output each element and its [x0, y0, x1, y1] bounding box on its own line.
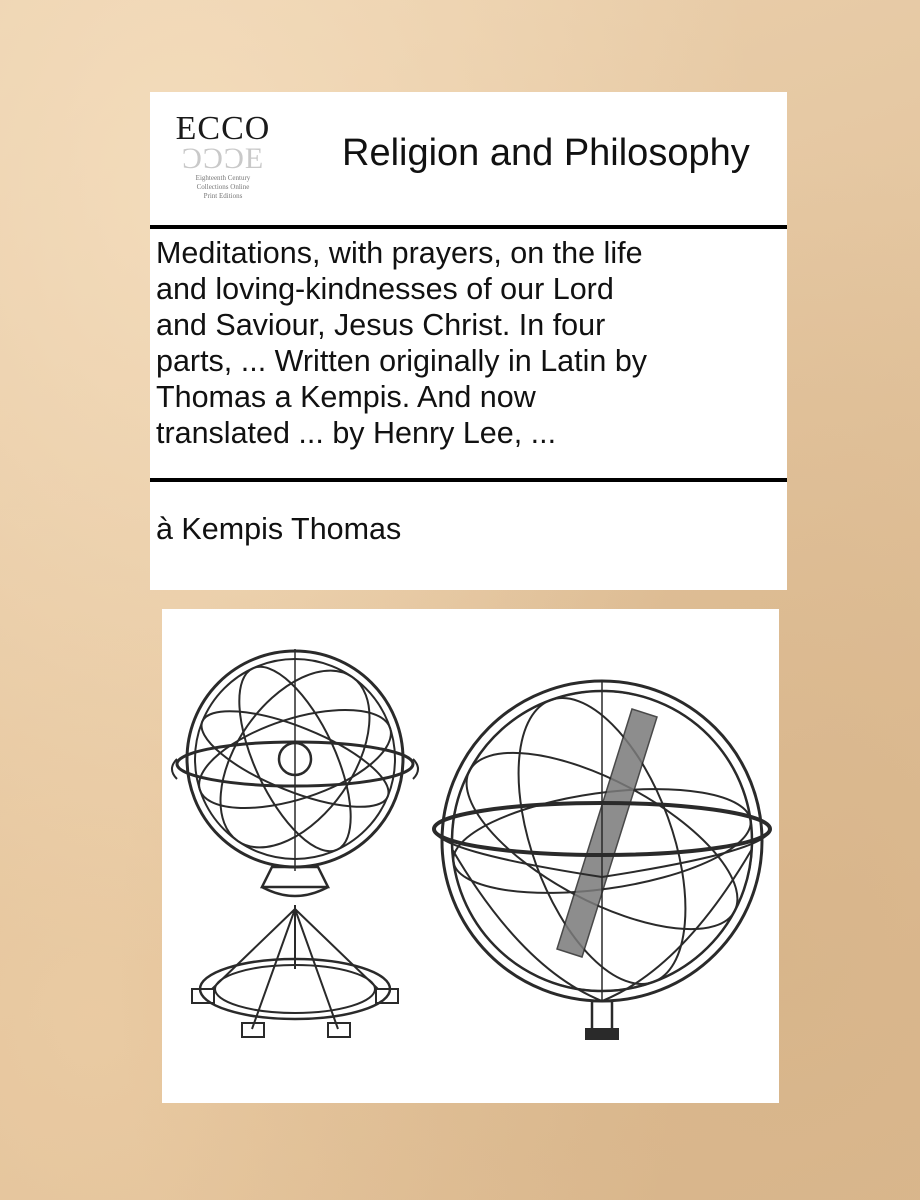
book-title-line: parts, ... Written originally in Latin by: [156, 344, 648, 378]
author-name: à Kempis Thomas: [156, 512, 402, 546]
logo-caption-line: Eighteenth Century: [195, 174, 251, 182]
armillary-sphere-icon: [172, 644, 418, 1037]
ecco-logo-reflection: ƆƆƆE: [181, 142, 265, 175]
celestial-globe-icon: [410, 649, 779, 1039]
book-title-line: and loving-kindnesses of our Lord: [156, 272, 614, 306]
series-title: Religion and Philosophy: [342, 132, 750, 174]
book-title: [156, 235, 781, 451]
book-title-line: and Saviour, Jesus Christ. In four: [156, 308, 606, 342]
ecco-logo: [168, 106, 278, 216]
logo-caption-line: Print Editions: [203, 192, 243, 200]
ecco-logo-wordmark: ECCO: [175, 110, 271, 147]
logo-caption-line: Collections Online: [196, 183, 250, 191]
cover-header-panel: [150, 92, 787, 590]
engraving-illustration: [162, 609, 779, 1103]
book-title-line: Meditations, with prayers, on the life: [156, 236, 643, 270]
book-title-line: translated ... by Henry Lee, ...: [156, 416, 557, 450]
divider-top: [150, 225, 787, 229]
divider-bottom: [150, 478, 787, 482]
illustration-panel: [162, 609, 779, 1103]
book-title-line: Thomas a Kempis. And now: [156, 380, 536, 414]
ecco-logo-caption: [168, 174, 278, 201]
